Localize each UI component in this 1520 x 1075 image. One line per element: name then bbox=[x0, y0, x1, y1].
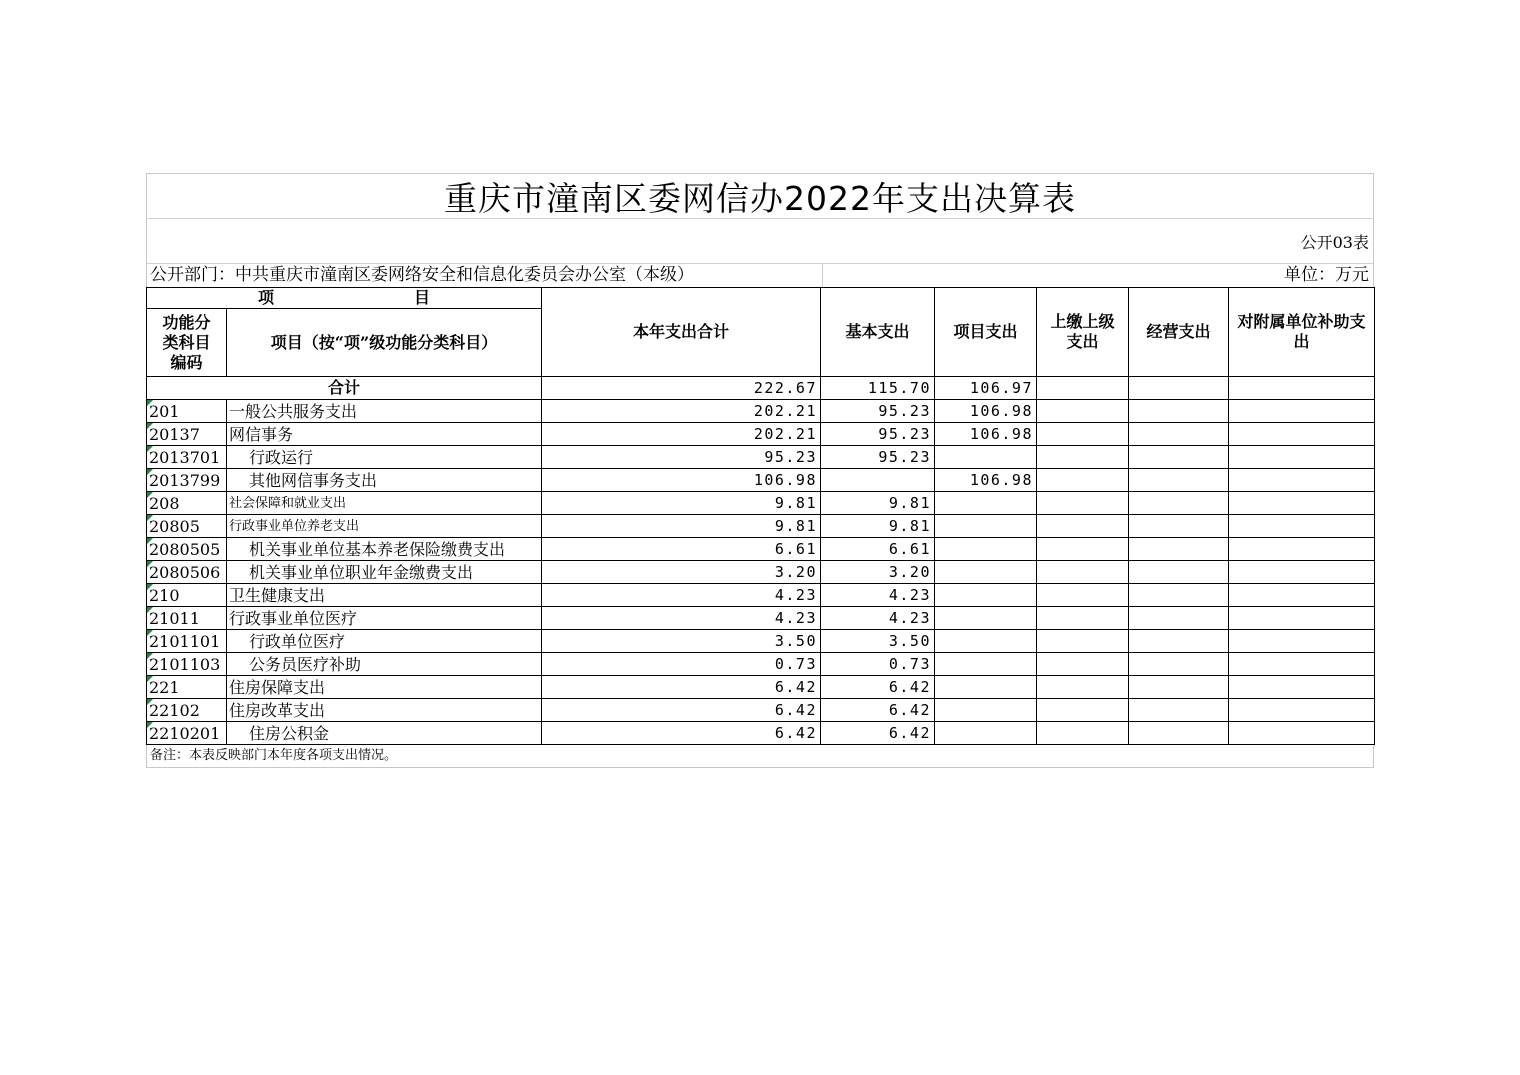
row-name[interactable]: 机关事业单位职业年金缴费支出 bbox=[227, 561, 542, 584]
summary-upper[interactable] bbox=[1037, 377, 1129, 400]
row-name[interactable]: 行政运行 bbox=[227, 446, 542, 469]
row-subsidy[interactable] bbox=[1229, 469, 1375, 492]
row-business[interactable] bbox=[1129, 515, 1229, 538]
row-business[interactable] bbox=[1129, 538, 1229, 561]
row-project[interactable] bbox=[935, 699, 1037, 722]
row-total[interactable]: 106.98 bbox=[542, 469, 821, 492]
header-item-group[interactable] bbox=[147, 288, 542, 309]
row-project[interactable] bbox=[935, 446, 1037, 469]
row-upper[interactable] bbox=[1037, 607, 1129, 630]
row-project[interactable]: 106.98 bbox=[935, 400, 1037, 423]
header-subsidy[interactable] bbox=[1229, 288, 1375, 377]
row-project[interactable] bbox=[935, 676, 1037, 699]
row-subsidy[interactable] bbox=[1229, 561, 1375, 584]
row-code[interactable]: 2013701 bbox=[147, 446, 227, 469]
row-upper[interactable] bbox=[1037, 515, 1129, 538]
table-row bbox=[147, 561, 1375, 584]
row-subsidy[interactable] bbox=[1229, 538, 1375, 561]
row-business[interactable] bbox=[1129, 561, 1229, 584]
row-code[interactable]: 210 bbox=[147, 584, 227, 607]
table-row bbox=[147, 722, 1375, 745]
row-project[interactable] bbox=[935, 584, 1037, 607]
row-name[interactable]: 卫生健康支出 bbox=[227, 584, 542, 607]
row-name[interactable]: 住房保障支出 bbox=[227, 676, 542, 699]
row-code[interactable]: 2101101 bbox=[147, 630, 227, 653]
row-code[interactable]: 22102 bbox=[147, 699, 227, 722]
row-total[interactable]: 0.73 bbox=[542, 653, 821, 676]
row-basic[interactable]: 3.20 bbox=[821, 561, 935, 584]
table-row bbox=[147, 607, 1375, 630]
header-business[interactable]: 经营支出 bbox=[1129, 288, 1229, 377]
row-business[interactable] bbox=[1129, 630, 1229, 653]
row-basic[interactable] bbox=[821, 469, 935, 492]
row-code[interactable]: 20137 bbox=[147, 423, 227, 446]
row-subsidy[interactable] bbox=[1229, 699, 1375, 722]
unit-cell[interactable] bbox=[823, 264, 1373, 287]
table-row bbox=[147, 469, 1375, 492]
row-project[interactable] bbox=[935, 630, 1037, 653]
header-name[interactable]: 项目（按“项”级功能分类科目） bbox=[227, 309, 542, 377]
row-business[interactable] bbox=[1129, 699, 1229, 722]
table-row bbox=[147, 400, 1375, 423]
row-name[interactable]: 其他网信事务支出 bbox=[227, 469, 542, 492]
row-business[interactable] bbox=[1129, 423, 1229, 446]
table-row bbox=[147, 446, 1375, 469]
row-name[interactable]: 住房改革支出 bbox=[227, 699, 542, 722]
row-name[interactable]: 行政事业单位养老支出 bbox=[227, 515, 542, 538]
row-code[interactable]: 21011 bbox=[147, 607, 227, 630]
summary-subsidy[interactable] bbox=[1229, 377, 1375, 400]
row-name[interactable]: 一般公共服务支出 bbox=[227, 400, 542, 423]
row-subsidy[interactable] bbox=[1229, 607, 1375, 630]
row-code[interactable]: 20805 bbox=[147, 515, 227, 538]
row-basic[interactable]: 9.81 bbox=[821, 515, 935, 538]
row-basic[interactable]: 95.23 bbox=[821, 400, 935, 423]
note-text: 备注：本表反映部门本年度各项支出情况。 bbox=[150, 748, 398, 763]
header-code[interactable] bbox=[147, 309, 227, 377]
row-project[interactable] bbox=[935, 561, 1037, 584]
row-business[interactable] bbox=[1129, 722, 1229, 745]
header-item-group-a: 项 bbox=[257, 288, 274, 307]
summary-project[interactable]: 106.97 bbox=[935, 377, 1037, 400]
row-name[interactable]: 机关事业单位基本养老保险缴费支出 bbox=[227, 538, 542, 561]
row-total[interactable]: 6.42 bbox=[542, 676, 821, 699]
unit-label: 单位：万元 bbox=[1284, 265, 1369, 285]
row-code[interactable]: 2080505 bbox=[147, 538, 227, 561]
row-subsidy[interactable] bbox=[1229, 584, 1375, 607]
row-project[interactable] bbox=[935, 722, 1037, 745]
row-project[interactable] bbox=[935, 538, 1037, 561]
row-subsidy[interactable] bbox=[1229, 630, 1375, 653]
department-cell[interactable] bbox=[147, 264, 823, 287]
title-cell[interactable] bbox=[146, 173, 1374, 219]
row-upper[interactable] bbox=[1037, 538, 1129, 561]
row-upper[interactable] bbox=[1037, 561, 1129, 584]
row-subsidy[interactable] bbox=[1229, 515, 1375, 538]
row-name[interactable]: 行政单位医疗 bbox=[227, 630, 542, 653]
row-subsidy[interactable] bbox=[1229, 492, 1375, 515]
row-total[interactable]: 6.42 bbox=[542, 722, 821, 745]
row-basic[interactable]: 6.42 bbox=[821, 676, 935, 699]
row-name[interactable]: 社会保障和就业支出 bbox=[227, 492, 542, 515]
row-upper[interactable] bbox=[1037, 630, 1129, 653]
expenditure-table bbox=[146, 287, 1375, 745]
row-project[interactable]: 106.98 bbox=[935, 469, 1037, 492]
row-upper[interactable] bbox=[1037, 423, 1129, 446]
row-subsidy[interactable] bbox=[1229, 400, 1375, 423]
row-business[interactable] bbox=[1129, 653, 1229, 676]
row-upper[interactable] bbox=[1037, 699, 1129, 722]
header-code-label: 功能分类科目编码 bbox=[162, 312, 211, 372]
row-basic[interactable]: 95.23 bbox=[821, 446, 935, 469]
row-total[interactable]: 3.50 bbox=[542, 630, 821, 653]
row-code[interactable]: 221 bbox=[147, 676, 227, 699]
row-total[interactable]: 9.81 bbox=[542, 515, 821, 538]
row-name[interactable]: 住房公积金 bbox=[227, 722, 542, 745]
row-upper[interactable] bbox=[1037, 446, 1129, 469]
row-upper[interactable] bbox=[1037, 492, 1129, 515]
row-basic[interactable]: 4.23 bbox=[821, 607, 935, 630]
summary-row bbox=[147, 377, 1375, 400]
row-basic[interactable]: 0.73 bbox=[821, 653, 935, 676]
report-title: 重庆市潼南区委网信办2022年支出决算表 bbox=[444, 178, 1076, 218]
row-upper[interactable] bbox=[1037, 676, 1129, 699]
row-business[interactable] bbox=[1129, 676, 1229, 699]
row-subsidy[interactable] bbox=[1229, 653, 1375, 676]
row-business[interactable] bbox=[1129, 607, 1229, 630]
row-project[interactable] bbox=[935, 607, 1037, 630]
row-total[interactable]: 6.42 bbox=[542, 699, 821, 722]
row-total[interactable]: 3.20 bbox=[542, 561, 821, 584]
table-row bbox=[147, 515, 1375, 538]
row-basic[interactable]: 6.42 bbox=[821, 699, 935, 722]
row-code[interactable]: 201 bbox=[147, 400, 227, 423]
department-row bbox=[146, 263, 1374, 287]
note-cell[interactable] bbox=[146, 745, 1374, 768]
row-code[interactable]: 2210201 bbox=[147, 722, 227, 745]
table-row bbox=[147, 538, 1375, 561]
row-total[interactable]: 4.23 bbox=[542, 607, 821, 630]
row-project[interactable]: 106.98 bbox=[935, 423, 1037, 446]
row-total[interactable]: 9.81 bbox=[542, 492, 821, 515]
row-business[interactable] bbox=[1129, 492, 1229, 515]
row-upper[interactable] bbox=[1037, 400, 1129, 423]
row-business[interactable] bbox=[1129, 400, 1229, 423]
table-row bbox=[147, 699, 1375, 722]
row-code[interactable]: 2080506 bbox=[147, 561, 227, 584]
row-basic[interactable]: 4.23 bbox=[821, 584, 935, 607]
row-basic[interactable]: 6.42 bbox=[821, 722, 935, 745]
row-total[interactable]: 6.61 bbox=[542, 538, 821, 561]
table-row bbox=[147, 584, 1375, 607]
row-project[interactable] bbox=[935, 653, 1037, 676]
row-upper[interactable] bbox=[1037, 469, 1129, 492]
row-upper[interactable] bbox=[1037, 722, 1129, 745]
row-name[interactable]: 网信事务 bbox=[227, 423, 542, 446]
row-upper[interactable] bbox=[1037, 584, 1129, 607]
table-row bbox=[147, 423, 1375, 446]
header-subsidy-label: 对附属单位补助支出 bbox=[1237, 312, 1366, 351]
row-basic[interactable]: 6.61 bbox=[821, 538, 935, 561]
table-row bbox=[147, 653, 1375, 676]
row-basic[interactable]: 3.50 bbox=[821, 630, 935, 653]
table-row bbox=[147, 492, 1375, 515]
row-total[interactable]: 202.21 bbox=[542, 423, 821, 446]
row-total[interactable]: 95.23 bbox=[542, 446, 821, 469]
table-code: 公开03表 bbox=[1300, 232, 1369, 252]
row-subsidy[interactable] bbox=[1229, 722, 1375, 745]
department-label: 公开部门：中共重庆市潼南区委网络安全和信息化委员会办公室（本级） bbox=[150, 265, 694, 285]
summary-label[interactable]: 合计 bbox=[147, 377, 542, 400]
header-upper-label: 上缴上级支出 bbox=[1050, 312, 1115, 351]
summary-business[interactable] bbox=[1129, 377, 1229, 400]
header-basic[interactable]: 基本支出 bbox=[821, 288, 935, 377]
summary-total[interactable]: 222.67 bbox=[542, 377, 821, 400]
row-basic[interactable]: 9.81 bbox=[821, 492, 935, 515]
row-business[interactable] bbox=[1129, 584, 1229, 607]
header-upper[interactable] bbox=[1037, 288, 1129, 377]
table-row bbox=[147, 630, 1375, 653]
row-project[interactable] bbox=[935, 492, 1037, 515]
row-name[interactable]: 行政事业单位医疗 bbox=[227, 607, 542, 630]
table-code-cell[interactable] bbox=[146, 219, 1374, 263]
row-upper[interactable] bbox=[1037, 653, 1129, 676]
summary-basic[interactable]: 115.70 bbox=[821, 377, 935, 400]
row-business[interactable] bbox=[1129, 446, 1229, 469]
report-sheet bbox=[146, 173, 1374, 768]
row-subsidy[interactable] bbox=[1229, 423, 1375, 446]
header-project[interactable]: 项目支出 bbox=[935, 288, 1037, 377]
row-total[interactable]: 4.23 bbox=[542, 584, 821, 607]
header-total[interactable]: 本年支出合计 bbox=[542, 288, 821, 377]
row-name[interactable]: 公务员医疗补助 bbox=[227, 653, 542, 676]
row-code[interactable]: 208 bbox=[147, 492, 227, 515]
row-project[interactable] bbox=[935, 515, 1037, 538]
table-row bbox=[147, 676, 1375, 699]
row-subsidy[interactable] bbox=[1229, 446, 1375, 469]
row-subsidy[interactable] bbox=[1229, 676, 1375, 699]
row-code[interactable]: 2101103 bbox=[147, 653, 227, 676]
header-item-group-b: 目 bbox=[414, 288, 431, 307]
row-code[interactable]: 2013799 bbox=[147, 469, 227, 492]
row-basic[interactable]: 95.23 bbox=[821, 423, 935, 446]
row-business[interactable] bbox=[1129, 469, 1229, 492]
row-total[interactable]: 202.21 bbox=[542, 400, 821, 423]
